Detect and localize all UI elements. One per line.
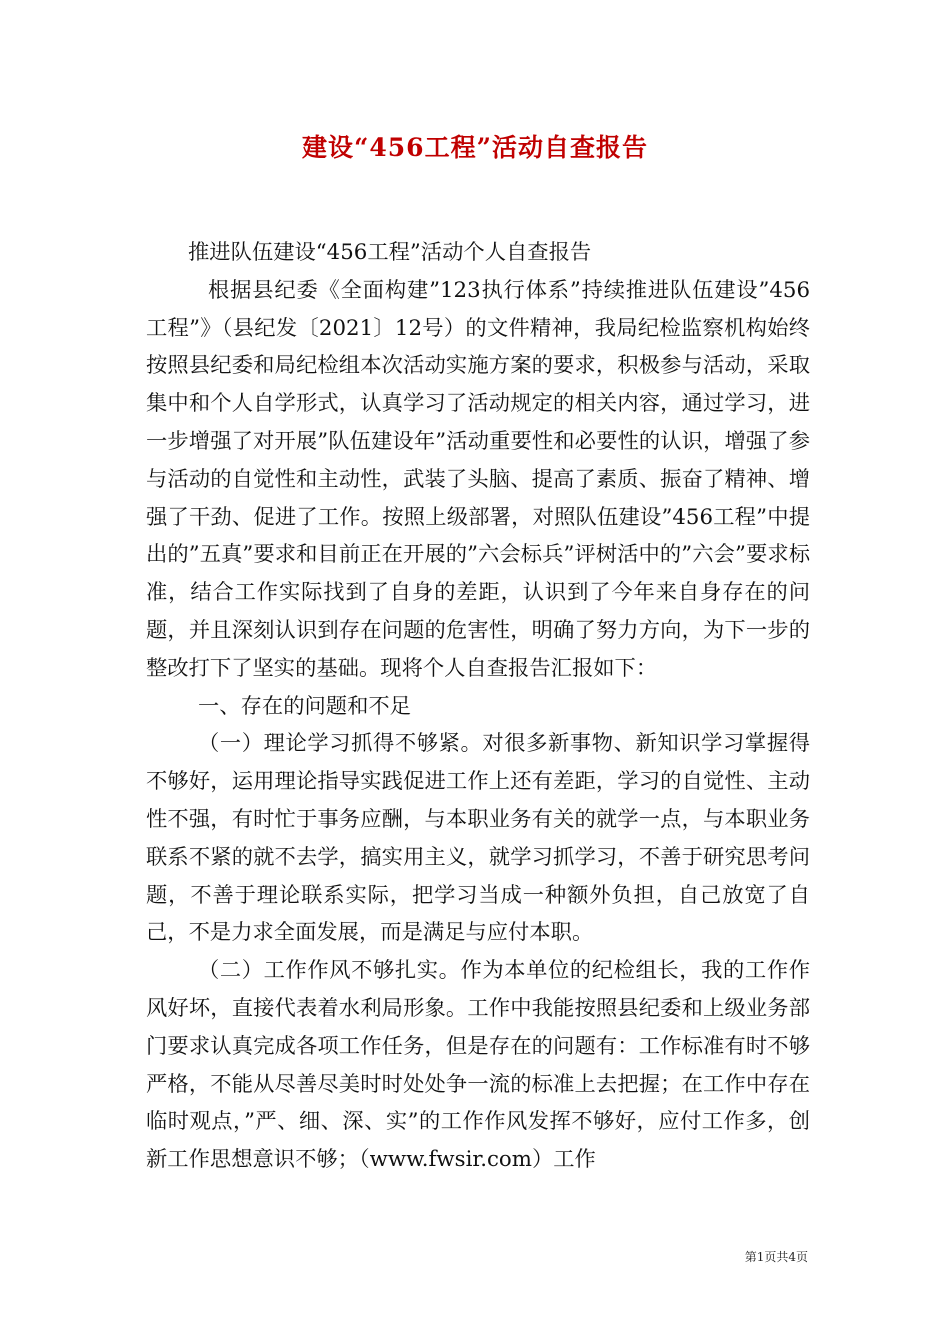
section-heading: 一、存在的问题和不足	[198, 693, 411, 719]
page-number: 第1页共4页	[744, 1250, 808, 1264]
report-subtitle: 推进队伍建设“456工程”活动个人自查报告	[188, 240, 592, 265]
problem-paragraph-1: （一）理论学习抓得不够紧。对很多新事物、新知识学习掌握得不够好，运用理论指导实践促进工作上还有差距，学习的自觉性、主动性不强，有时忙于事务应酬，与本职业务有关的就学一点，与本职业务联系不紧的就不去学，搞实用主义，就学习抓学习，不善于研究思考问题，不善于理论联系实际，把学习当成一种额外负担，自己放宽了自己，不是力求全面发展，而是满足与应付本职。	[146, 731, 810, 946]
intro-paragraph: 根据县纪委《全面构建”123执行体系”持续推进队伍建设”456工程”》（县纪发〔2021〕12号）的文件精神，我局纪检监察机构始终按照县纪委和局纪检组本次活动实施方案的要求，积极参与活动，采取集中和个人自学形式，认真学习了活动规定的相关内容，通过学习，进一步增强了对开展”队伍建设年”活动重要性和必要性的认识，增强了参与活动的自觉性和主动性，武装了头脑、提高了素质、振奋了精神、增强了干劲、促进了工作。按照上级部署，对照队伍建设”456工程”中提出的”五真”要求和目前正在开展的”六会标兵”评树活中的”六会”要求标准，结合工作实际找到了自身的差距，认识到了今年来自身存在的问题，并且深刻认识到存在问题的危害性，明确了努力方向，为下一步的整改打下了坚实的基础。现将个人自查报告汇报如下：	[146, 277, 810, 681]
document-body	[146, 234, 810, 1179]
problem-paragraph-2: （二）工作作风不够扎实。作为本单位的纪检组长，我的工作作风好坏，直接代表着水利局形象。工作中我能按照县纪委和上级业务部门要求认真完成各项工作任务，但是存在的问题有：工作标准有时不够严格，不能从尽善尽美时时处处争一流的标准上去把握；在工作中存在临时观点，”严、细、深、实”的工作作风发挥不够好，应付工作多，创新工作思想意识不够；（www.fwsir.com）工作	[146, 958, 810, 1173]
document-title: 建设“456工程”活动自查报告	[302, 133, 648, 162]
